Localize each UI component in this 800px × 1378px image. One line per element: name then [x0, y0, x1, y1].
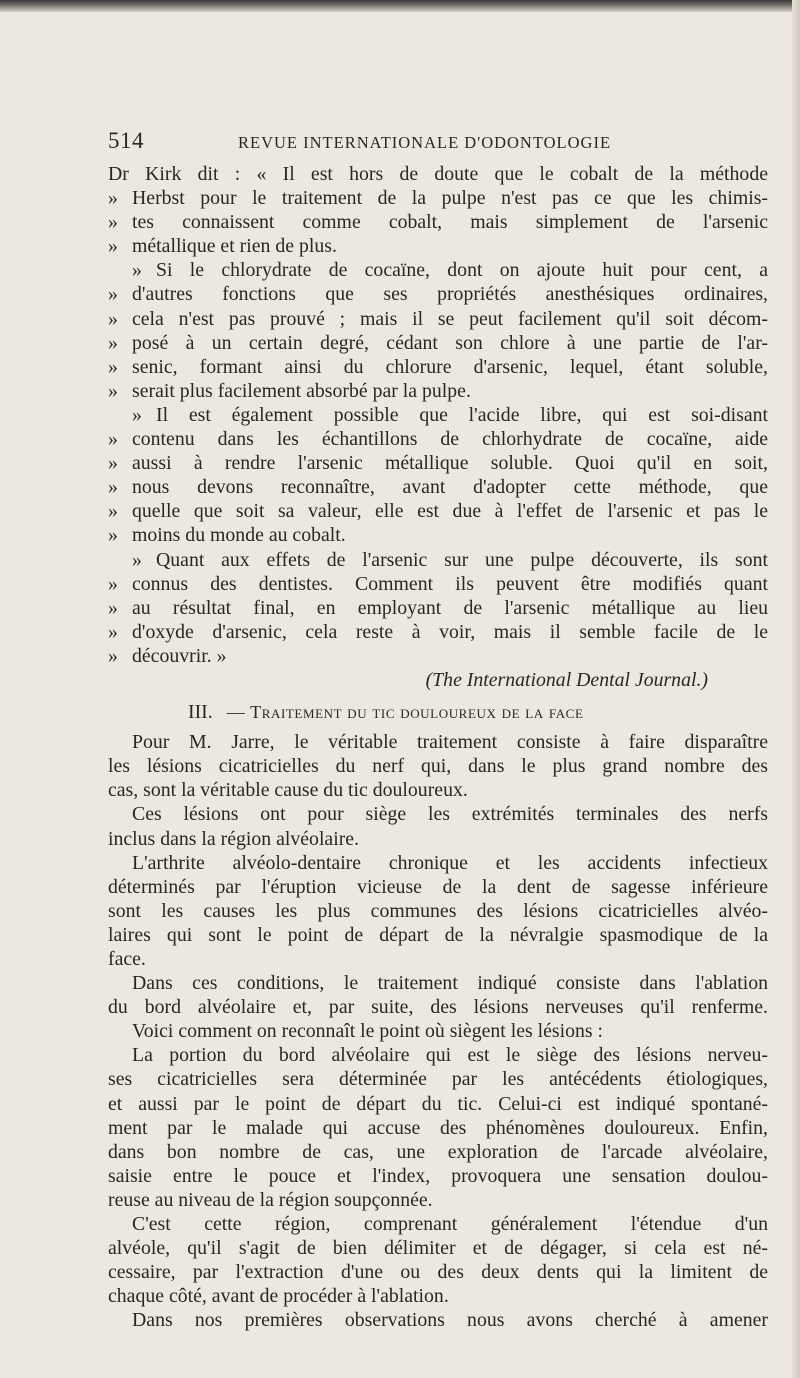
line-text: quelle que soit sa valeur, elle est due à l'effet de l'arsenic et pas le — [132, 500, 768, 523]
text-line — [108, 620, 768, 644]
text-line — [108, 403, 768, 427]
line-text: d'autres fonctions que ses propriétés anesthésiques ordinaires, — [132, 283, 768, 306]
text-line — [108, 186, 768, 210]
text-line: face. — [108, 948, 146, 970]
text-line: Voici comment on reconnaît le point où siègent les lésions : — [132, 1020, 604, 1043]
text-line — [108, 210, 768, 234]
text-line — [108, 548, 768, 572]
text-line — [108, 596, 768, 620]
text-line: reuse au niveau de la région soupçonnée. — [108, 1188, 433, 1211]
quote-mark: » — [108, 307, 118, 330]
line-text: Herbst pour le traitement de la pulpe n'est pas ce que les chimis- — [132, 187, 768, 210]
quote-mark: » — [132, 548, 142, 571]
text-line — [108, 451, 768, 475]
quote-mark: » — [108, 500, 118, 523]
quote-mark: » — [108, 283, 118, 306]
text-line: cessaire, par l'extraction d'une ou des deux dents qui la limitent de — [108, 1261, 768, 1284]
text-line: cas, sont la véritable cause du tic douloureux. — [108, 779, 468, 802]
quote-mark: » — [108, 331, 118, 354]
section-title: — Traitement du tic douloureux de la face — [226, 702, 584, 723]
line-text: serait plus facilement absorbé par la pulpe. — [132, 379, 471, 402]
text-line: Dans ces conditions, le traitement indiqué consiste dans l'ablation — [132, 972, 768, 995]
text-line: ses cicatricielles sera déterminée par les antécédents étiologiques, — [108, 1068, 768, 1091]
text-line — [108, 307, 768, 331]
line-text: Il est également possible que l'acide libre, qui est soi-disant — [156, 403, 768, 426]
quote-mark: » — [108, 187, 118, 210]
text-line: saisie entre le pouce et l'index, provoquera une sensation doulou- — [108, 1164, 768, 1187]
text-line — [108, 644, 768, 668]
line-text: connus des dentistes. Comment ils peuvent être modifiés quant — [132, 572, 768, 595]
line-text: nous devons reconnaître, avant d'adopter cette méthode, que — [132, 476, 768, 499]
text-line: et aussi par le point de départ du tic. Celui-ci est indiqué spontané- — [108, 1092, 768, 1115]
text-line — [108, 258, 768, 282]
text-line: inclus dans la région alvéolaire. — [108, 827, 360, 850]
line-text: d'oxyde d'arsenic, cela reste à voir, mais il semble facile de le — [132, 620, 768, 643]
line-text: Quant aux effets de l'arsenic sur une pulpe découverte, ils sont — [156, 548, 768, 571]
quote-mark: » — [108, 524, 118, 547]
quote-mark: » — [108, 596, 118, 619]
text-line: dans bon nombre de cas, une exploration de l'arcade alvéolaire, — [108, 1140, 768, 1163]
text-line: Dr Kirk dit : « Il est hors de doute que le cobalt de la méthode — [108, 163, 768, 185]
text-line: Ces lésions ont pour siège les extrémités terminales des nerfs — [132, 803, 768, 826]
text-line — [108, 379, 768, 403]
text-line — [108, 475, 768, 499]
section-number: III. — [188, 701, 213, 724]
line-text: au résultat final, en employant de l'arsenic métallique au lieu — [132, 596, 768, 619]
quote-mark: » — [108, 572, 118, 595]
quote-mark: » — [108, 235, 118, 258]
text-line — [108, 427, 768, 451]
quote-mark: » — [108, 452, 118, 475]
quote-mark: » — [108, 211, 118, 234]
quote-mark: » — [108, 620, 118, 643]
text-line — [108, 234, 768, 258]
text-line — [108, 331, 768, 355]
text-line — [108, 355, 768, 379]
text-line: La portion du bord alvéolaire qui est le siège des lésions nerveu- — [132, 1044, 768, 1067]
quote-mark: » — [108, 476, 118, 499]
quote-mark: » — [108, 355, 118, 378]
quote-mark: » — [108, 428, 118, 451]
text-line — [108, 282, 768, 306]
page-right-edge — [792, 0, 800, 1378]
line-text: contenu dans les échantillons de chlorhydrate de cocaïne, aide — [132, 428, 768, 451]
section-heading — [108, 700, 768, 724]
text-line — [108, 572, 768, 596]
quote-mark: » — [108, 379, 118, 402]
page-number: 514 — [108, 128, 144, 153]
running-head: REVUE INTERNATIONALE D'ODONTOLOGIE — [238, 133, 612, 152]
text-line: les lésions cicatricielles du nerf qui, dans le plus grand nombre des — [108, 755, 768, 778]
line-text: cela n'est pas prouvé ; mais il se peut facilement qu'il soit décom- — [132, 307, 768, 330]
text-line: ment par le malade qui accuse des phénomènes douloureux. Enfin, — [108, 1116, 768, 1139]
line-text: senic, formant ainsi du chlorure d'arsenic, lequel, étant soluble, — [132, 355, 768, 378]
line-text: tes connaissent comme cobalt, mais simplement de l'arsenic — [132, 211, 768, 234]
text-line: C'est cette région, comprenant généralement l'étendue d'un — [132, 1213, 768, 1236]
line-text: aussi à rendre l'arsenic métallique soluble. Quoi qu'il en soit, — [132, 452, 768, 475]
text-line: déterminés par l'éruption vicieuse de la dent de sagesse inférieure — [108, 875, 768, 898]
line-text: Si le chlorydrate de cocaïne, dont on ajoute huit pour cent, a — [156, 259, 768, 282]
text-line: Dans nos premières observations nous avons cherché à amener — [132, 1309, 768, 1332]
text-line: L'arthrite alvéolo-dentaire chronique et les accidents infectieux — [132, 851, 768, 874]
quote-mark: » — [108, 644, 118, 667]
text-line — [108, 499, 768, 523]
text-line: Pour M. Jarre, le véritable traitement consiste à faire disparaître — [132, 731, 768, 754]
text-line: sont les causes les plus communes des lésions cicatricielles alvéo- — [108, 899, 768, 922]
line-text: moins du monde au cobalt. — [132, 524, 346, 547]
line-text: métallique et rien de plus. — [132, 235, 337, 258]
citation-source: (The International Dental Journal.) — [425, 668, 708, 691]
page-header — [108, 128, 768, 154]
line-text: découvrir. » — [132, 644, 227, 667]
text-line — [108, 523, 768, 547]
text-line: laires qui sont le point de départ de la névralgie spasmodique de la — [108, 923, 768, 946]
body-text — [108, 162, 768, 1333]
quote-mark: » — [132, 403, 142, 426]
text-line: chaque côté, avant de procéder à l'ablation. — [108, 1285, 449, 1308]
text-line: du bord alvéolaire et, par suite, des lésions nerveuses qu'il renferme. — [108, 996, 768, 1019]
text-line: alvéole, qu'il s'agit de bien délimiter et de dégager, si cela est né- — [108, 1237, 768, 1260]
line-text: posé à un certain degré, cédant son chlore à une partie de l'ar- — [132, 331, 768, 354]
page-top-edge — [0, 0, 800, 12]
quote-mark: » — [132, 259, 142, 282]
